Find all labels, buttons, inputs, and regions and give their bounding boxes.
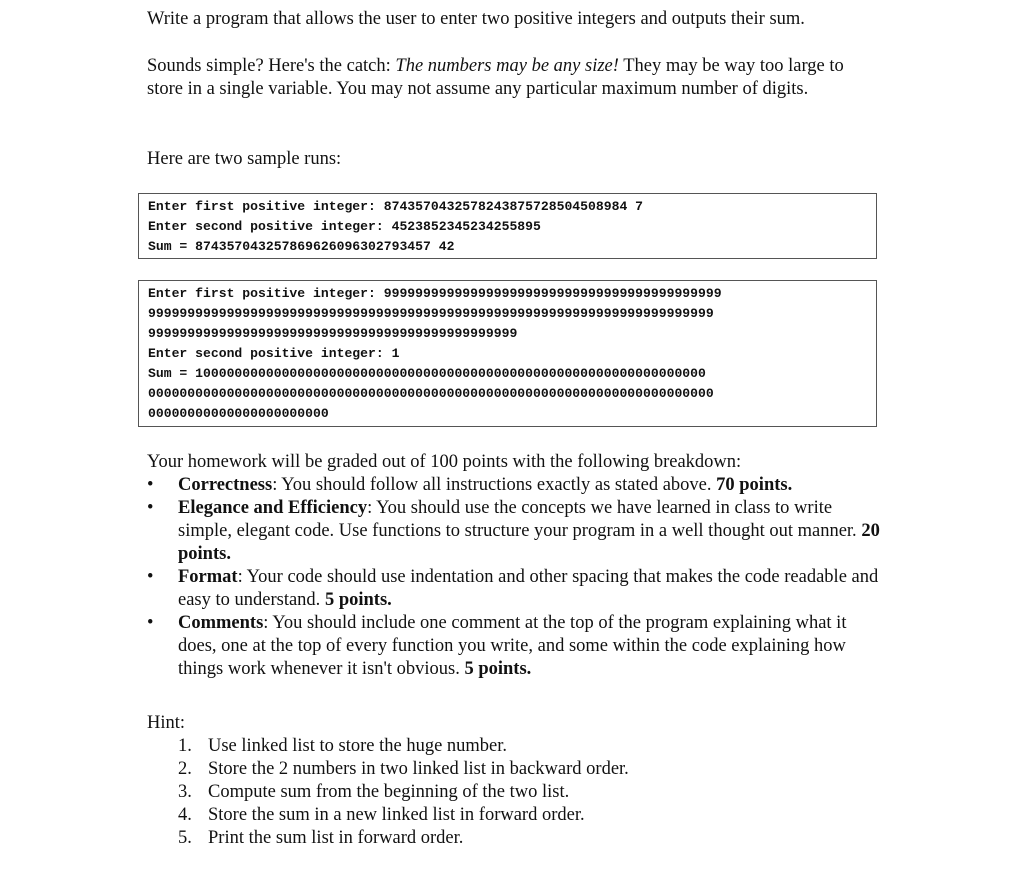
list-item	[147, 612, 887, 681]
sample-run-2	[138, 280, 877, 427]
hint-text: Compute sum from the beginning of the two list.	[208, 782, 570, 802]
hint-heading: Hint:	[147, 713, 186, 733]
code-line: Enter first positive integer: 8743570432578243875728504508984 7	[148, 199, 644, 214]
code-line: 99999999999999999999999999999999999999999999999	[148, 326, 518, 341]
list-item	[178, 735, 629, 758]
criterion-points: 5 points	[324, 590, 388, 610]
list-item	[147, 497, 887, 566]
list-item	[178, 827, 629, 850]
criterion-label: Comments	[178, 613, 264, 633]
hint-number: 3.	[178, 782, 192, 802]
criterion-label: Elegance and Efficiency	[178, 498, 368, 518]
hint-text: Store the 2 numbers in two linked list in backward order.	[208, 759, 629, 779]
catch-lead: Sounds simple? Here's the catch:	[147, 56, 396, 76]
bullet-icon: •	[147, 498, 154, 518]
list-item	[178, 804, 629, 827]
code-line: Enter second positive integer: 1	[148, 346, 400, 361]
list-item	[178, 781, 629, 804]
code-line: 00000000000000000000000	[148, 406, 329, 421]
hint-text: Use linked list to store the huge number.	[208, 736, 508, 756]
criterion-points: 20 points	[178, 521, 880, 564]
sample-runs-heading: Here are two sample runs:	[147, 149, 342, 169]
catch-paragraph	[147, 55, 877, 101]
intro-paragraph: Write a program that allows the user to enter two positive integers and outputs their sum.	[147, 9, 805, 29]
hint-number: 1.	[178, 736, 192, 756]
bullet-icon: •	[147, 567, 154, 587]
hint-list	[147, 735, 629, 850]
bullet-icon: •	[147, 613, 154, 633]
grading-intro: Your homework will be graded out of 100 points with the following breakdown:	[147, 452, 742, 472]
code-line: Enter first positive integer: 9999999999999999999999999999999999999999999	[148, 286, 722, 301]
catch-rest: They may be way too large to store in a single variable. You may not assume any particular maximum number of digits.	[147, 56, 844, 99]
hint-text: Print the sum list in forward order.	[208, 828, 464, 848]
list-item	[147, 566, 887, 612]
list-item	[147, 474, 887, 497]
hint-section	[147, 712, 629, 850]
grading-section	[147, 451, 887, 681]
hint-text: Store the sum in a new linked list in forward order.	[208, 805, 585, 825]
list-item	[178, 758, 629, 781]
criterion-points: 5 points	[464, 659, 527, 679]
code-line: 999999999999999999999999999999999999999999999999999999999999999999999999	[148, 306, 714, 321]
criterion-text: : Your code should use indentation and other spacing that makes the code readable and easy to understand.	[178, 567, 879, 610]
bullet-icon: •	[147, 475, 154, 495]
sample-run-1	[138, 193, 877, 259]
criterion-points: 70 points	[716, 475, 788, 495]
criterion-text: : You should follow all instructions exactly as stated above.	[272, 475, 717, 495]
code-line: Sum = 10000000000000000000000000000000000000000000000000000000000000000	[148, 366, 706, 381]
criterion-label: Format	[178, 567, 238, 587]
criterion-tail: .	[387, 590, 392, 610]
hint-number: 4.	[178, 805, 192, 825]
grading-list	[147, 474, 887, 681]
criterion-text: : You should use the concepts we have learned in class to write simple, elegant code. Use functions to structure your program in a well thought out manner.	[178, 498, 862, 541]
criterion-label: Correctness	[178, 475, 273, 495]
code-line: Sum = 874357043257869626096302793457 42	[148, 239, 455, 254]
hint-number: 2.	[178, 759, 192, 779]
criterion-tail: .	[787, 475, 793, 495]
criterion-text: : You should include one comment at the top of the program explaining what it does, one at the top of every function you write, and some within the code explaining how things work whenever it isn't obvious.	[178, 613, 847, 679]
hint-number: 5.	[178, 828, 192, 848]
code-line: Enter second positive integer: 4523852345234255895	[148, 219, 541, 234]
catch-emphasis: The numbers may be any size!	[395, 56, 619, 76]
code-line: 000000000000000000000000000000000000000000000000000000000000000000000000	[148, 386, 714, 401]
criterion-tail: .	[526, 659, 532, 679]
criterion-tail: .	[226, 544, 231, 564]
